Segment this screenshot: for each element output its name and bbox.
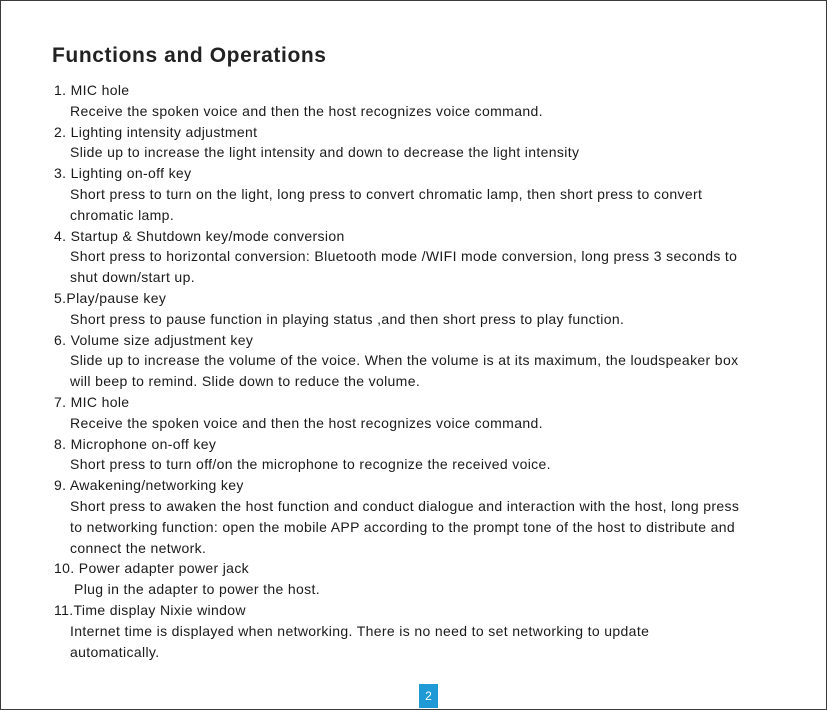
list-item — [54, 288, 794, 330]
item-description: connect the network. — [70, 539, 207, 556]
item-description: Slide up to increase the volume of the voice. When the volume is at its maximum, the loudspeaker box — [70, 352, 739, 369]
item-heading: 9. Awakening/networking key — [54, 477, 244, 494]
item-description: Slide up to increase the light intensity and down to decrease the light intensity — [70, 144, 580, 161]
item-description: Short press to pause function in playing status ,and then short press to play function. — [70, 310, 625, 327]
item-description: shut down/start up. — [70, 269, 195, 286]
item-heading: 2. Lighting intensity adjustment — [54, 123, 258, 140]
item-description: Short press to turn on the light, long press to convert chromatic lamp, then short press to convert — [70, 185, 703, 202]
item-heading: 1. MIC hole — [54, 82, 130, 98]
item-description: chromatic lamp. — [70, 206, 175, 223]
item-description: to networking function: open the mobile APP according to the prompt tone of the host to distribute and — [70, 518, 736, 535]
item-description: Internet time is displayed when networking. There is no need to set networking to update — [70, 622, 650, 639]
list-item — [54, 163, 794, 225]
item-description: Receive the spoken voice and then the host recognizes voice command. — [70, 102, 543, 119]
item-heading: 7. MIC hole — [54, 393, 130, 410]
item-heading: 11.Time display Nixie window — [54, 601, 246, 618]
function-list — [54, 80, 794, 662]
item-heading: 3. Lighting on-off key — [54, 165, 192, 182]
item-description: Short press to turn off/on the microphone to recognize the received voice. — [70, 456, 551, 473]
list-item — [54, 80, 794, 122]
list-item — [54, 558, 794, 600]
list-item — [54, 600, 794, 662]
list-item — [54, 122, 794, 164]
item-description: Short press to awaken the host function and conduct dialogue and interaction with the host, long press — [70, 497, 740, 514]
list-item — [54, 226, 794, 288]
list-item — [54, 330, 794, 392]
item-description: Short press to horizontal conversion: Bluetooth mode /WIFI mode conversion, long press 3 seconds to — [70, 248, 738, 265]
item-description: Receive the spoken voice and then the host recognizes voice command. — [70, 414, 543, 431]
item-description: automatically. — [70, 643, 160, 660]
item-description: will beep to remind. Slide down to reduce the volume. — [70, 373, 421, 390]
list-item — [54, 475, 794, 558]
item-heading: 4. Startup & Shutdown key/mode conversion — [54, 227, 345, 244]
item-description: Plug in the adapter to power the host. — [74, 581, 321, 598]
item-heading: 5.Play/pause key — [54, 289, 167, 306]
item-heading: 10. Power adapter power jack — [54, 560, 250, 577]
page-title: Functions and Operations — [52, 44, 327, 67]
list-item — [54, 392, 794, 434]
page-number-badge: 2 — [419, 684, 438, 708]
item-heading: 6. Volume size adjustment key — [54, 331, 254, 348]
list-item — [54, 434, 794, 476]
item-heading: 8. Microphone on-off key — [54, 435, 217, 452]
